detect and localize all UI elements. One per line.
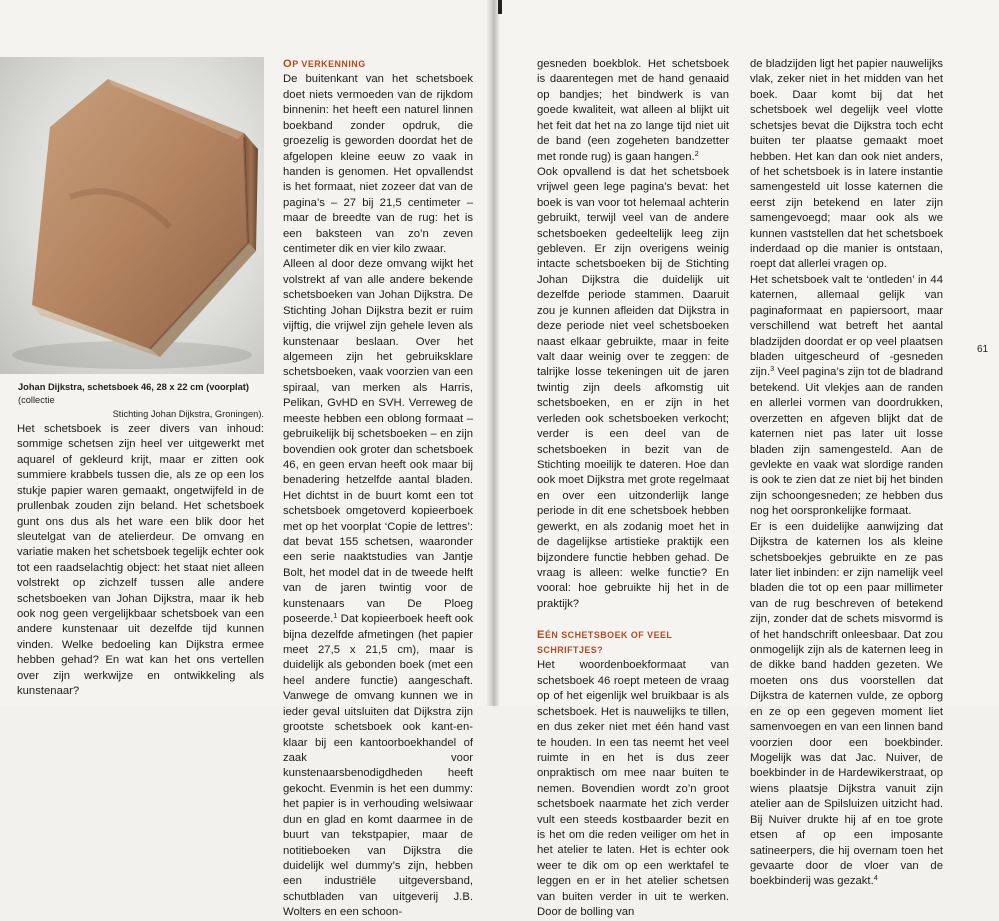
footnote-3: 3	[770, 364, 775, 374]
col2-paragraph-3: Het woordenboekformaat van schetsboek 46 roept meteen de vraag op of het eigenlijk wel bruikbaar is als schetsboek. Het is nauwelijks te tillen, en dus zeker niet met één hand vast te houden. In een tas neemt het veel ruimte in en het is dus zeer onpraktisch om mee naar buiten te nemen. Bovendien wordt zo’n groot schetsboek naarmate het zich verder vult een steeds kostbaarder bezit en is het om die reden veiliger om het in het atelier te laten. Het is echter ook weer te dik om op een werktafel te leggen en er in het atelier schetsen van buiten verder in uit te werken. Door de bolling van	[537, 659, 729, 919]
section-heading-een-schetsboek	[537, 628, 729, 659]
col3-paragraph-1: de bladzijden ligt het papier nauwelijks vlak, zeker niet in het midden van het boek. Daar komt bij dat het schetsboek wel degelijk veel vlotte schetsjes bevat die Dijkstra toch echt buiten ter plaatse gemaakt moet hebben. Het kan dan ook niet anders, of het schetsboek is in latere instantie samengesteld uit losse katernen die eerst zijn betekend en later zijn samengevoegd; maar ook als we kunnen vaststellen dat het schetsboek inderdaad op die manier is ontstaan, roept dat allerlei vragen op.	[750, 58, 943, 271]
right-column-2	[537, 57, 729, 921]
col3-p2-text-b: Veel pagina’s zijn tot de bladrand betekend. Uit vlekjes aan de randen en allerlei vormen van doordrukken, overzetten en afgeven blijkt dat de katernen niet pas later uit losse bladen zijn samengesteld. Aan de gevlekte en vaak wat slordige randen is ook te zien dat ze niet bij het binden zijn schoongesneden; ze hebben dus nog het oorspronkelijke formaat.	[750, 366, 943, 518]
col2-paragraph-2: Ook opvallend is dat het schetsboek vrijwel geen lege pagina’s bevat: het boek is van voor tot helemaal achterin gebruikt, terwijl veel van de andere schetsboeken gedeeltelijk leeg zijn gebleven. Er zijn overigens weinig intacte schetsboeken bij de Stichting Johan Dijkstra die duidelijk uit dezelfde periode stammen. Daaruit zou je kunnen afleiden dat Dijkstra in deze periode niet veel schetsboeken naast elkaar gebruikte, maar in feite valt daar weinig over te zeggen: de talrijke losse tekeningen uit de jaren twintig zijn deels afkomstig uit schetsboeken, en er zijn in het verleden ook schetsboeken verkocht; verder is een deel van de schetsboeken in bezit van de Stichting moeilijk te dateren. Hoe dan ook moet Dijkstra met grote regelmaat en over een uitzonderlijk lange periode in dit ene schetsboek hebben gewerkt, en als zodanig moet het in de dagelijkse artistieke praktijk een bijzondere functie hebben gehad. De vraag is alleen: welke functie? En vooral: hoe gebruikte hij het in de praktijk?	[537, 165, 729, 610]
footnote-4: 4	[873, 873, 878, 883]
col3-p3-text: Er is een duidelijke aanwijzing dat Dijkstra de katernen los als kleine schetsboekjes gebruikte en ze pas later liet inbinden: er zijn namelijk veel bladen die tot op een paar millimeter van de rug beschreven of betekend zijn, zonder dat de schets misvormd is of het handschrift onleesbaar. Dat zou onmogelijk zijn als de katernen leeg in de dikke band hadden gezeten. We moeten ons dus voorstellen dat Dijkstra de katernen vulde, ze opborg en ze op een gegeven moment liet samenvoegen en van een linnen band voorzien door een boekbinder. Mogelijk was dat Jac. Nuiver, de boekbinder in de Hardewikerstraat, op wiens plaatsje Dijkstra vanuit zijn atelier aan de Spilsluizen uitzicht had. Bij Nuiver drukte hij af en toe grote etsen af op een imposante satineerpers, die hij overnam toen het gevaarte door de vloer van de boekbinderij was gezakt.	[750, 520, 943, 888]
heading-initial: O	[283, 58, 293, 70]
col2-paragraph-1	[537, 57, 729, 165]
caption-line-1	[18, 381, 264, 408]
sketchbook-photo	[0, 57, 264, 374]
col2-p1-text: gesneden boekblok. Het schetsboek is daarentegen met de hand genaaid op bandjes; het bindwerk is van goede kwaliteit, wat alleen al blijkt uit het feit dat het na zo lange tijd niet uit de band (een zogeheten bandzetter met ronde rug) is gaan hangen.	[537, 58, 729, 163]
footnote-1: 1	[333, 611, 338, 621]
col3-paragraph-3	[750, 520, 943, 890]
caption-line-2: Stichting Johan Dijkstra, Groningen).	[112, 408, 264, 419]
book-gutter	[486, 0, 500, 706]
sketchbook-illustration	[0, 57, 264, 374]
right-column-1	[283, 57, 473, 921]
left-paragraph: Het schetsboek is zeer divers van inhoud: sommige schetsen zijn heel ver uitgewerkt met aquarel of gekleurd krijt, maar er zitten ook summiere krabbels tussen die, als ze op een los stukje papier waren gemaakt, ongetwijfeld in de prullenbak zouden zijn beland. Het schetsboek gunt ons dus als het ware een blik door het sleutelgat van de atelierdeur. De omvang en variatie maken het schetsboek tegelijk echter ook tot een raadselachtig object: het staat niet alleen volstrekt op zichzelf tussen alle andere schetsboeken van Johan Dijkstra, maar ik heb ook nog geen vergelijkbaar schetsboek van een andere kunstenaar uit dezelfde tijd kunnen vinden. Welke bedoeling kan Dijkstra ermee hebben gehad? En wat kan het ons vertellen over zijn werkwijze en ontwikkeling als kunstenaar?	[17, 423, 264, 698]
footnote-2: 2	[694, 148, 699, 158]
right-column-3	[750, 57, 943, 890]
col1-paragraph-1: De buitenkant van het schetsboek doet niets vermoeden van de rijkdom binnenin: het heeft een naturel linnen boekband zonder opdruk, die groezelig is geworden doordat het de afgelopen kleine eeuw zo vaak in handen is genomen. Het opvallendst is het formaat, niet zozeer dat van de pagina’s – 27 bij 21,5 centimeter – maar de breedte van de rug: het is een baksteen van zo’n zeven centimeter dik en vier kilo zwaar.	[283, 73, 473, 256]
col1-p2-text-a: Alleen al door deze omvang wijkt het volstrekt af van alle andere bekende schetsboeken van Johan Dijkstra. De Stichting Johan Dijkstra bezit er ruim vijftig, die vrijwel zijn gehele leven als kunstenaar beslaan. Over het algemeen zijn het gebruiksklare schetsboeken, vaak voorzien van een spiraal, van merken als Harris, Pelikan, GvHD en SVH. Verreweg de meeste hebben een oblong formaat – gebruikelijk bij schetsboeken – en zijn bovendien ook groter dan schetsboek 46, en geen ervan heeft ook maar bij benadering hetzelfde aantal bladen. Het dichtst in de buurt komt een tot schetsboek omgetoverd kopieerboek met op het voorplat ‘Copie de lettres’: dat bevat 155 schetsen, waaronder een serie naaktstudies van Jantje Bolt, het model dat in de tweede helft van de jaren twintig voor de kunstenaars van De Ploeg poseerde.	[283, 258, 473, 626]
photo-caption	[18, 381, 264, 421]
section-spacer	[537, 612, 729, 627]
col3-p2-text-a: Het schetsboek valt te ‘ontleden’ in 44 katernen, allemaal gelijk van paginaformaat en papiersoort, maar verschillend wat betreft het aantal bladzijden doordat er op veel plaatsen bladen uitgescheurd of -gesneden zijn.	[750, 273, 943, 379]
heading-initial: E	[537, 628, 545, 641]
heading-rest: ÉN SCHETSBOEK OF VEEL SCHRIFTJES?	[537, 629, 673, 655]
col1-paragraph-2	[283, 257, 473, 920]
section-heading-op-verkenning	[283, 57, 473, 72]
caption-label: Johan Dijkstra, schetsboek 46, 28 x 22 cm (voorplat)	[18, 382, 249, 392]
page-edge-mark	[498, 0, 502, 14]
col3-paragraph-2	[750, 273, 943, 520]
heading-rest: P VERKENNING	[292, 59, 366, 69]
caption-rest: (collectie	[18, 395, 55, 406]
page-number: 61	[977, 344, 989, 355]
col1-p2-text-b: Dat kopieerboek heeft ook bijna dezelfde afmetingen (het papier meet 27,5 x 21,5 cm), maar is duidelijk als gebonden boek (met een heel andere functie) aangeschaft. Vanwege de omvang kunnen we in ieder geval uitsluiten dat Dijkstra zijn grootste schetsboek ook kant-en-klaar bij een kantoorboekhandel of zaak voor kunstenaarsbenodigdheden heeft gekocht. Evenmin is het een dummy: het papier is in verhouding welsiwaar dun en glad en komt daarmee in de buurt van tekstpapier, maar de notitieboeken van Dijkstra die duidelijk wel dummy’s zijn, hebben een industriële uitgeversband, schutbladen van uitgeverij J.B. Wolters en een schoon-	[283, 613, 473, 919]
left-body-column	[17, 422, 264, 700]
